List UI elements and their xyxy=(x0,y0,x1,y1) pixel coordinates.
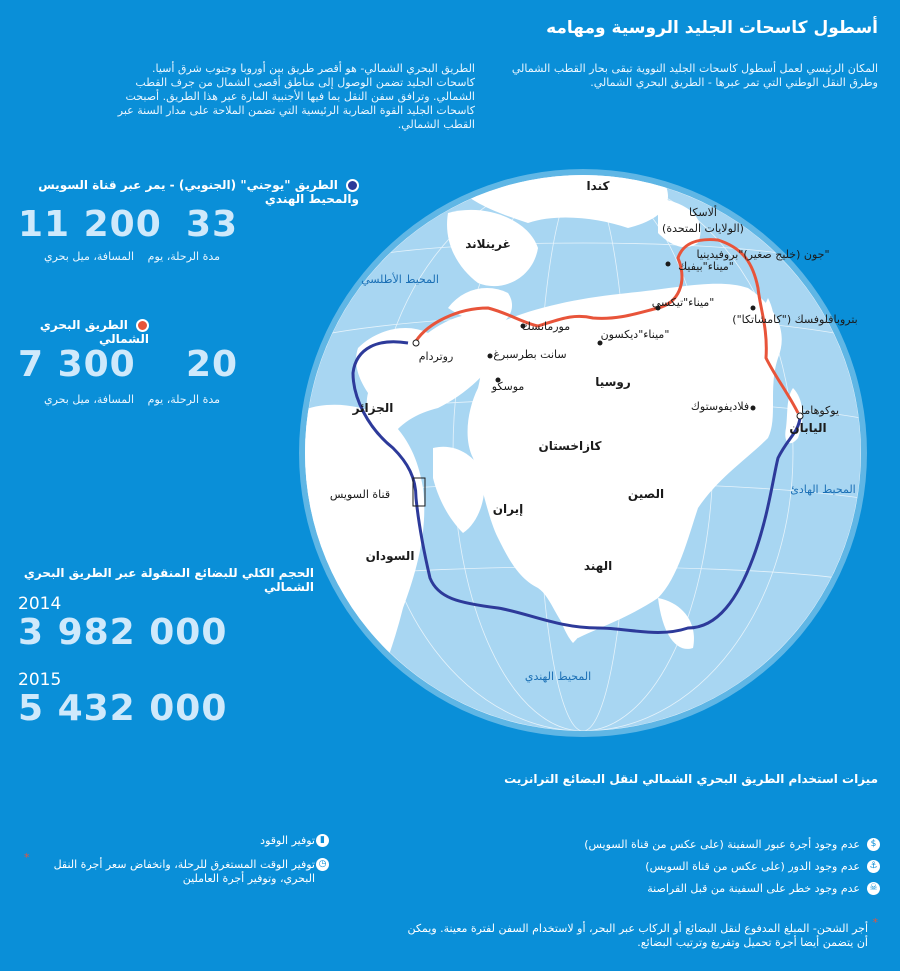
footnote-star-left: * xyxy=(24,851,30,864)
intro-text-right: المكان الرئيسي لعمل أسطول كاسحات الجليد النووية تبقى بحار القطب الشمالي وطرق النقل الوطني التي تمر عبرها - الطريق البحري الشمالي. xyxy=(511,62,878,89)
north-route-title: الطريق البحري الشمالي xyxy=(39,318,149,346)
footnote-star: * xyxy=(872,916,878,929)
south-distance-label: المسافة، ميل بحري xyxy=(43,250,134,263)
label-iran: إيران xyxy=(492,502,524,516)
page-title: أسطول كاسحات الجليد الروسية ومهامه xyxy=(546,18,878,38)
label-pevek: ميناء"بيفيك" xyxy=(678,260,734,273)
label-greenland: غرينلاند xyxy=(465,237,511,251)
south-route-title: الطريق "يوجني" (الجنوبي) - يمر عبر قناة السويس والمحيط الهندي xyxy=(38,178,359,206)
feature-left-2-text: توفير الوقت المستغرق للرحلة، وانخفاض سعر أجرة النقل البحري، وتوفير أجرة العاملين xyxy=(53,858,315,885)
clock-icon: ◷ xyxy=(316,858,329,871)
label-india: الهند xyxy=(583,559,613,573)
feature-left-1-text: توفير الوقود xyxy=(260,834,315,847)
pirate-icon: ☠ xyxy=(867,882,880,895)
label-moscow: موسكو xyxy=(491,380,525,393)
stpetersburg-marker xyxy=(488,354,493,359)
label-murmansk: مورمانسك xyxy=(521,320,571,333)
footnote-text: أجر الشحن- المبلغ المدفوع لنقل البضائع أو الركاب عبر البحر، أو لاستخدام السفن لفترة معينة. ويمكن أن يتضمن أيضا أجرة تحميل وتفريغ وترتيب البضائع. xyxy=(407,922,868,949)
label-provideniya: جون (خليج صغير)"بروفيدينيا" xyxy=(696,248,830,261)
label-kazakhstan: كازاخستان xyxy=(538,439,602,453)
globe-map xyxy=(298,158,878,758)
label-stpetersburg: سانت بطرسبرغ xyxy=(493,348,567,361)
pevek-marker xyxy=(666,262,671,267)
ship-icon: ⚓ xyxy=(867,860,880,873)
cargo-year-2014: 2014 xyxy=(18,594,62,614)
label-pacific: المحيط الهادئ xyxy=(790,483,856,496)
north-route-heading xyxy=(14,318,149,346)
north-route-dot-icon xyxy=(136,319,149,332)
feature-right-1 xyxy=(440,838,860,852)
feature-right-3 xyxy=(440,882,860,896)
cargo-value-2014: 3 982 000 xyxy=(18,612,228,653)
south-days-value: 33 xyxy=(186,204,239,245)
kamchatka-marker xyxy=(751,306,756,311)
label-suez: قناة السويس xyxy=(329,488,391,501)
label-dikson: ميناء"ديكسون" xyxy=(600,328,670,341)
features-title: ميزات استخدام الطريق البحري الشمالي لنقل البضائع الترانزيت xyxy=(504,772,878,786)
label-alaska: ألاسكا xyxy=(689,206,717,219)
feature-right-3-text: عدم وجود خطر على السفينة من قبل القراصنة xyxy=(647,882,860,895)
rotterdam-marker xyxy=(413,340,419,346)
dikson-marker xyxy=(598,341,603,346)
label-japan: اليابان xyxy=(789,421,827,435)
north-days-label: مدة الرحلة، يوم xyxy=(147,393,220,406)
label-algeria: الجزائر xyxy=(352,401,394,415)
cargo-title: الحجم الكلي للبضائع المنقولة عبر الطريق البحري الشمالي xyxy=(23,566,314,594)
land-africa xyxy=(298,405,424,758)
north-distance-label: المسافة، ميل بحري xyxy=(43,393,134,406)
cargo-value-2015: 5 432 000 xyxy=(18,688,228,729)
label-sudan: السودان xyxy=(365,549,415,563)
feature-right-1-text: عدم وجود أجرة عبور السفينة (على عكس من قناة السويس) xyxy=(584,838,860,851)
cargo-year-2015: 2015 xyxy=(18,670,62,690)
label-canada: كندا xyxy=(586,179,610,193)
label-yokohama: يوكوهاما xyxy=(800,404,840,417)
label-indian: المحيط الهندي xyxy=(524,670,592,683)
south-days-label: مدة الرحلة، يوم xyxy=(147,250,220,263)
feature-right-2-text: عدم وجود الدور (على عكس من قناة السويس) xyxy=(645,860,860,873)
north-distance-value: 7 300 xyxy=(18,344,136,385)
intro-text-left: الطريق البحري الشمالي- هو أقصر طريق بين أوروبا وجنوب شرق أسيا. كاسحات الجليد تضمن الوصول إلى مناطق أقصى الشمال من جرف القطب الشمالي. وترافق سفن النقل بما فيها الأجنبية المارة عبر هذا الطريق. أصبحت كاسحات الجليد القوة الضاربة الرئيسية التي تضمن الملاحة على مدار السنة عبر القطب الشمالي. xyxy=(117,62,475,131)
label-usa: (الولايات المتحدة) xyxy=(662,222,744,235)
south-distance-value: 11 200 xyxy=(18,204,162,245)
vladivostok-marker xyxy=(751,406,756,411)
feature-right-2 xyxy=(440,860,860,874)
feature-left-1 xyxy=(30,834,315,848)
label-vladivostok: فلاديفوستوك xyxy=(690,400,750,413)
label-china: الصين xyxy=(627,487,665,501)
label-tiksi: ميناء"تيكسي" xyxy=(651,296,715,309)
label-kamchatka: بتروبافلوفسك ("كامشاتكا") xyxy=(732,313,858,326)
fuel-icon: ▮ xyxy=(316,834,329,847)
label-russia: روسيا xyxy=(595,375,631,389)
feature-left-2 xyxy=(30,858,315,886)
label-rotterdam: روتردام xyxy=(418,350,454,363)
coin-icon: $ xyxy=(867,838,880,851)
north-days-value: 20 xyxy=(186,344,239,385)
label-atlantic: المحيط الأطلسي xyxy=(361,273,439,286)
